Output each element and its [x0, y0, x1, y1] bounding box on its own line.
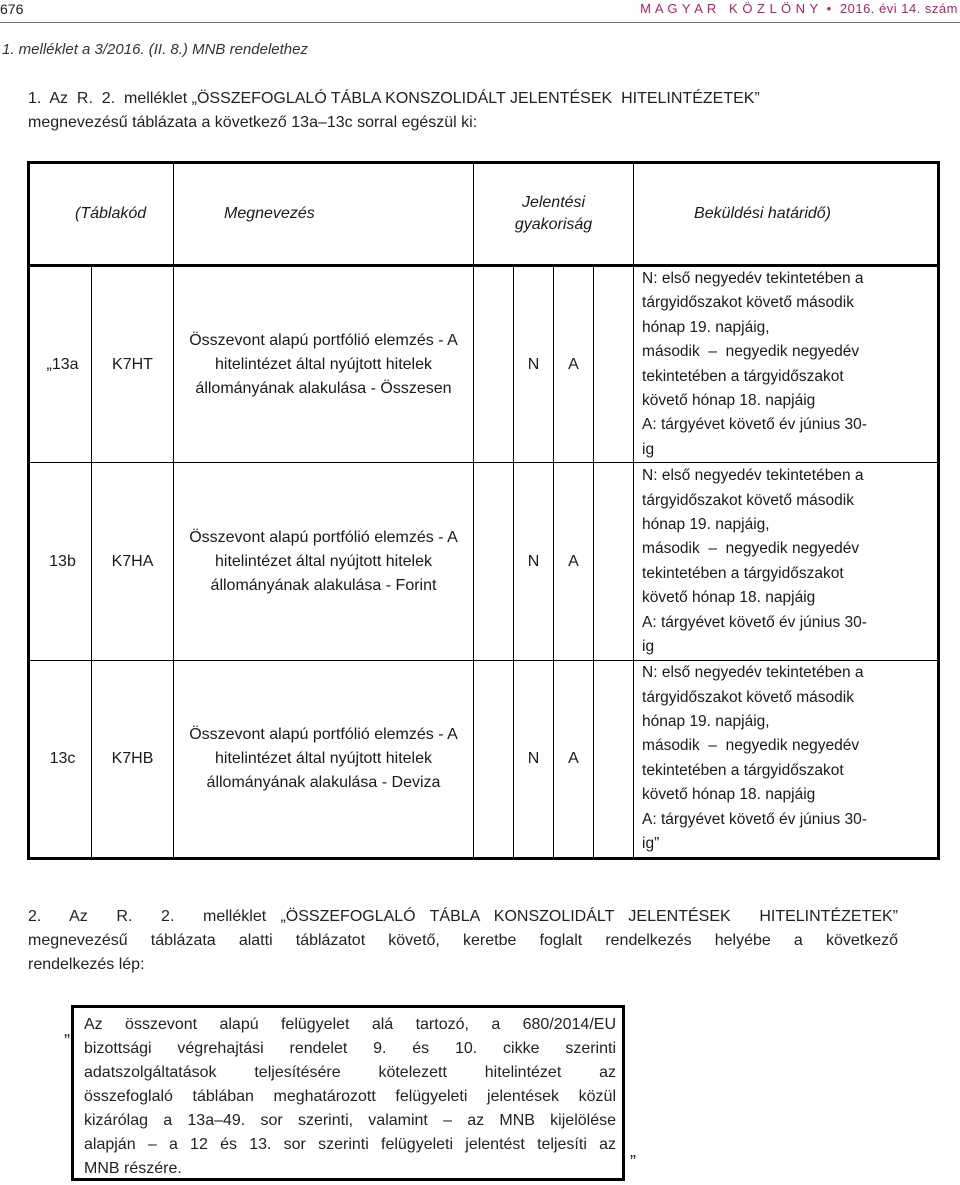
reporting-table [27, 161, 940, 860]
header-rule [0, 22, 960, 23]
table-name-cell: Összevont alapú portfólió elemzés - A hitelintézet által nyújtott hitelek állományának alakulása - Deviza [174, 661, 474, 858]
deadline-line: második – negyedik negyedév [642, 540, 860, 558]
paragraph-1-line-1: 1. Az R. 2. melléklet „ÖSSZEFOGLALÓ TÁBLA KONSZOLIDÁLT JELENTÉSEK HITELINTÉZETEK” [28, 90, 760, 107]
frequency-a-cell: A [554, 463, 594, 661]
deadline-line: tekintetében a tárgyidőszakot [642, 564, 844, 582]
deadline-line: követő hónap 18. napjáig [642, 589, 816, 607]
deadline-line: hónap 19. napjáig, [642, 515, 770, 533]
deadline-line: A: tárgyévet követő év június 30- [642, 613, 867, 631]
deadline-line: követő hónap 18. napjáig [642, 786, 816, 804]
deadline-line: ig” [642, 835, 660, 853]
paragraph-2-line-1: 2. Az R. 2. melléklet „ÖSSZEFOGLALÓ TÁBLA KONSZOLIDÁLT JELENTÉSEK HITELINTÉZETEK” [28, 908, 898, 925]
frequency-n-cell: N [514, 463, 554, 661]
table-row [29, 661, 939, 858]
deadline-line: tárgyidőszakot követő második [642, 688, 854, 706]
deadline-line: tárgyidőszakot követő második [642, 491, 854, 509]
table-name-cell: Összevont alapú portfólió elemzés - A hitelintézet által nyújtott hitelek állományának alakulása - Forint [174, 463, 474, 661]
row-number-cell: 13b [29, 463, 92, 661]
page-number: 676 [0, 1, 24, 17]
deadline-line: követő hónap 18. napjáig [642, 392, 816, 410]
frequency-blank-cell [474, 463, 514, 661]
table-code-cell: K7HB [92, 661, 174, 858]
paragraph-2 [28, 905, 898, 977]
header-code: (Táblakód [29, 163, 174, 266]
boxed-provision [71, 1005, 625, 1181]
paragraph-2-line-3: rendelkezés lép: [28, 956, 145, 973]
deadline-line: N: első negyedév tekintetében a [642, 664, 864, 682]
provision-line: adatszolgáltatások teljesítésére kötelezett hitelintézet az [84, 1064, 616, 1081]
table-code-cell: K7HA [92, 463, 174, 661]
table-code-cell: K7HT [92, 266, 174, 463]
frequency-a-cell: A [554, 661, 594, 858]
deadline-line: N: első negyedév tekintetében a [642, 467, 864, 485]
frequency-blank-cell [594, 266, 634, 463]
provision-line: Az összevont alapú felügyelet alá tartozó, a 680/2014/EU [84, 1016, 616, 1033]
frequency-blank-cell [594, 661, 634, 858]
header-name: Megnevezés [174, 163, 474, 266]
deadline-line: hónap 19. napjáig, [642, 713, 770, 731]
provision-line: összefoglaló táblában meghatározott felügyeleti jelentések közül [84, 1088, 616, 1105]
table-name-cell: Összevont alapú portfólió elemzés - A hitelintézet által nyújtott hitelek állományának alakulása - Összesen [174, 266, 474, 463]
table-row [29, 266, 939, 463]
provision-line: alapján – a 12 és 13. sor szerinti felügyeleti jelentést teljesíti az [84, 1136, 616, 1153]
deadline-cell [634, 661, 939, 858]
row-number-cell: „13a [29, 266, 92, 463]
table-row [29, 463, 939, 661]
frequency-blank-cell [474, 266, 514, 463]
annex-reference: 1. melléklet a 3/2016. (II. 8.) MNB rendelethez [2, 41, 308, 58]
deadline-line: második – negyedik negyedév [642, 737, 860, 755]
frequency-n-cell: N [514, 266, 554, 463]
provision-line: MNB részére. [84, 1160, 182, 1177]
quote-open: „ [64, 1020, 70, 1040]
header-frequency: Jelentési gyakoriság [474, 163, 634, 266]
deadline-line: N: első negyedév tekintetében a [642, 270, 864, 287]
paragraph-1-line-2: megnevezésű táblázata a következő 13a–13c sorral egészül ki: [28, 114, 478, 131]
deadline-line: tekintetében a tárgyidőszakot [642, 367, 844, 385]
provision-line: bizottsági végrehajtási rendelet 9. és 10. cikke szerinti [84, 1040, 616, 1057]
frequency-blank-cell [474, 661, 514, 858]
deadline-line: hónap 19. napjáig, [642, 318, 770, 336]
provision-line: kizárólag a 13a–49. sor szerinti, valamint – az MNB kijelölése [84, 1112, 616, 1129]
deadline-line: ig [642, 440, 655, 458]
frequency-blank-cell [594, 463, 634, 661]
deadline-cell [634, 266, 939, 463]
frequency-a-cell: A [554, 266, 594, 463]
quote-close: ” [630, 1152, 636, 1172]
deadline-line: második – negyedik negyedév [642, 343, 860, 361]
deadline-line: A: tárgyévet követő év június 30- [642, 810, 867, 828]
header-deadline: Beküldési határidő) [634, 163, 939, 266]
paragraph-2-line-2: megnevezésű táblázata alatti táblázatot követő, keretbe foglalt rendelkezés helyébe a következő [28, 932, 898, 949]
table-header-row [29, 163, 939, 266]
deadline-cell [634, 463, 939, 661]
row-number-cell: 13c [29, 661, 92, 858]
frequency-n-cell: N [514, 661, 554, 858]
deadline-line: ig [642, 637, 655, 655]
deadline-line: A: tárgyévet követő év június 30- [642, 416, 867, 434]
journal-header: M A G Y A R K Ö Z L Ö N Y • 2016. évi 14. szám [640, 1, 958, 16]
paragraph-1 [28, 87, 898, 135]
deadline-line: tekintetében a tárgyidőszakot [642, 761, 844, 779]
deadline-line: tárgyidőszakot követő második [642, 294, 854, 312]
